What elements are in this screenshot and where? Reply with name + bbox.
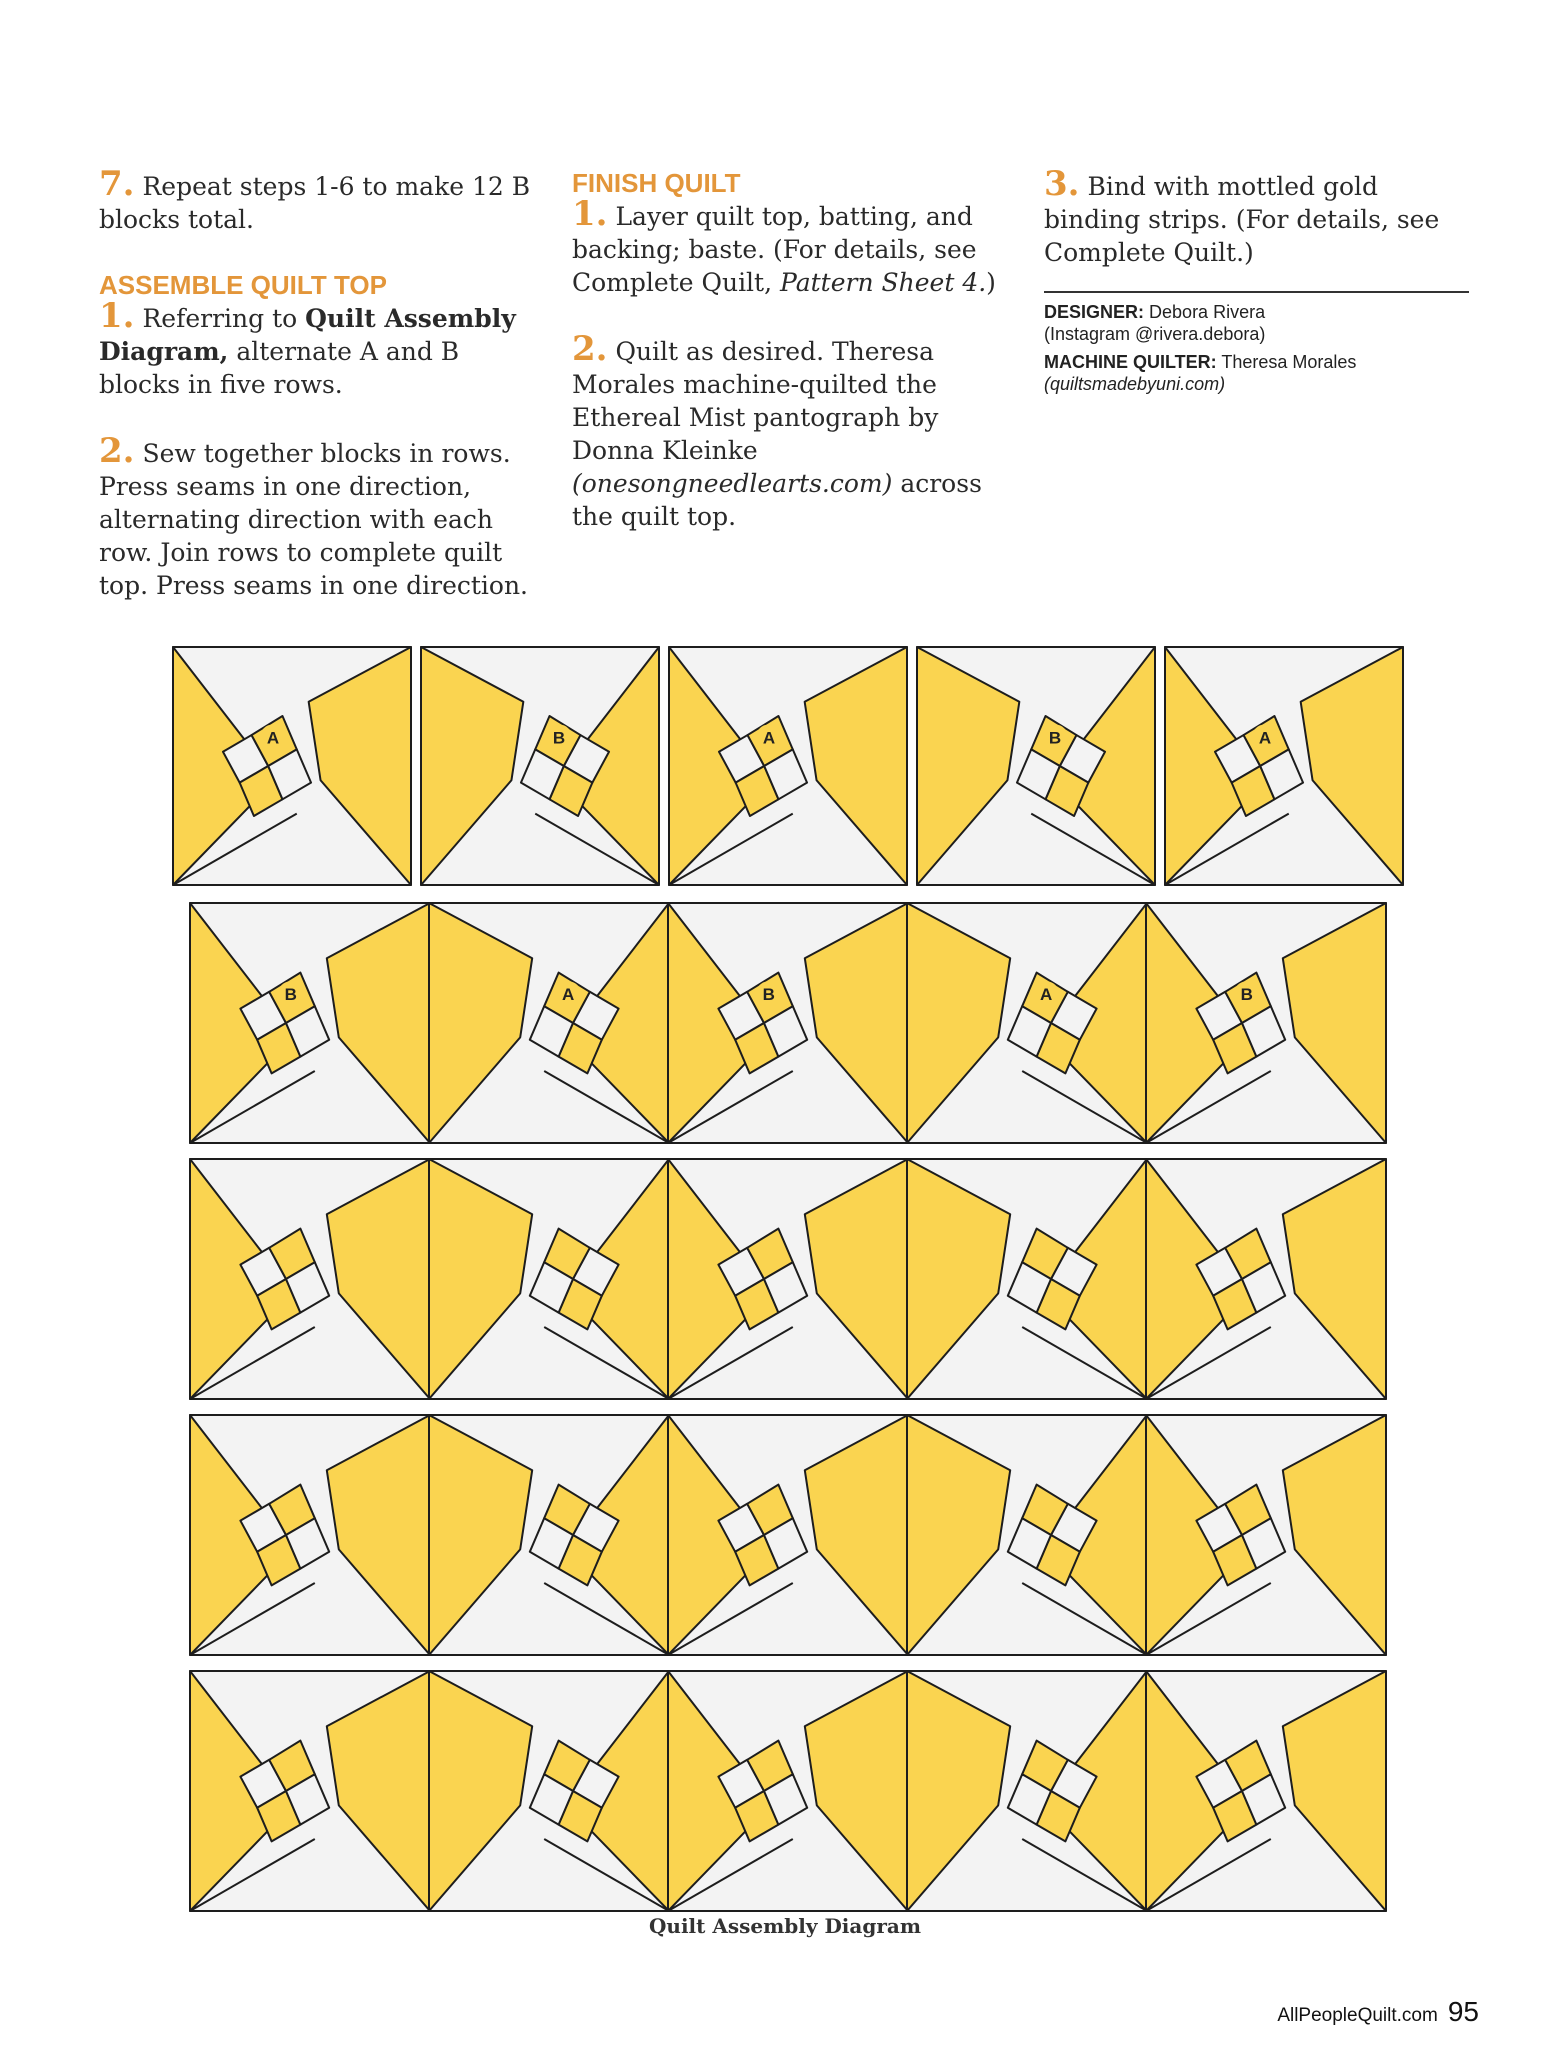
step-number: 1. [99, 296, 135, 336]
finish-step-3: 3. Bind with mottled gold binding strips. (For details, see Complete Quilt.) [1044, 164, 1440, 267]
row5-block [668, 1671, 908, 1911]
row1-block [173, 647, 411, 885]
row3-block [907, 1159, 1147, 1399]
step-number: 2. [572, 329, 608, 369]
row1-block [1165, 647, 1403, 885]
row2-block [1146, 903, 1386, 1143]
row4-block [907, 1415, 1147, 1655]
row5-block [429, 1671, 669, 1911]
row5-block [1146, 1671, 1386, 1911]
footer-site: AllPeopleQuilt.com [1277, 2005, 1438, 2026]
row2-block [668, 903, 908, 1143]
row3-block [429, 1159, 669, 1399]
row5-block [907, 1671, 1147, 1911]
finish-step-2: 2. Quilt as desired. Theresa Morales machine-quilted the Ethereal Mist pantograph by Donna Kleinke (onesongneedlearts.com) across the quilt top. [572, 329, 982, 531]
row1-block [917, 647, 1155, 885]
row4-block [190, 1415, 430, 1655]
step-7: 7. Repeat steps 1-6 to make 12 B blocks total. [99, 164, 531, 234]
block-label: B [284, 985, 297, 1005]
block-label: A [562, 985, 575, 1005]
row2-block [190, 903, 430, 1143]
step-number: 2. [99, 431, 135, 471]
block-label: A [266, 728, 280, 748]
row2-block [907, 903, 1147, 1143]
page-number: 95 [1447, 1996, 1479, 2027]
row3-block [668, 1159, 908, 1399]
block-label: B [1048, 728, 1062, 748]
row1-block [421, 647, 659, 885]
page-footer [1277, 1996, 1479, 2028]
block-label: A [1040, 985, 1053, 1005]
row4-block [1146, 1415, 1386, 1655]
block-label: B [552, 728, 566, 748]
block-label: A [762, 728, 776, 748]
heading-finish-quilt: FINISH QUILT [572, 168, 741, 198]
block-label: A [1258, 728, 1272, 748]
assemble-step-1: 1. Referring to Quilt Assembly Diagram, alternate A and B blocks in five rows. [99, 296, 516, 399]
heading-assemble-quilt-top: ASSEMBLE QUILT TOP [99, 270, 387, 300]
row1-block [669, 647, 907, 885]
row4-block [668, 1415, 908, 1655]
block-label: B [1240, 985, 1253, 1005]
row2-block [429, 903, 669, 1143]
designer-credit: DESIGNER: Debora Rivera (Instagram @rivera.debora) [1044, 302, 1266, 344]
row5-block [190, 1671, 430, 1911]
row3-block [190, 1159, 430, 1399]
quilter-credit: MACHINE QUILTER: Theresa Morales (quiltsmadebyuni.com) [1044, 352, 1357, 394]
step-number: 3. [1044, 164, 1080, 204]
row4-block [429, 1415, 669, 1655]
step-number: 7. [99, 164, 135, 204]
assemble-step-2: 2. Sew together blocks in rows. Press seams in one direction, alternating direction with each row. Join rows to complete quilt top. Press seams in one direction. [99, 431, 529, 600]
finish-step-1: 1. Layer quilt top, batting, and backing; baste. (For details, see Complete Quilt, Pattern Sheet 4.) [572, 194, 996, 297]
block-label: B [762, 985, 775, 1005]
row3-block [1146, 1159, 1386, 1399]
step-number: 1. [572, 194, 608, 234]
diagram-caption: Quilt Assembly Diagram [649, 1914, 921, 1938]
